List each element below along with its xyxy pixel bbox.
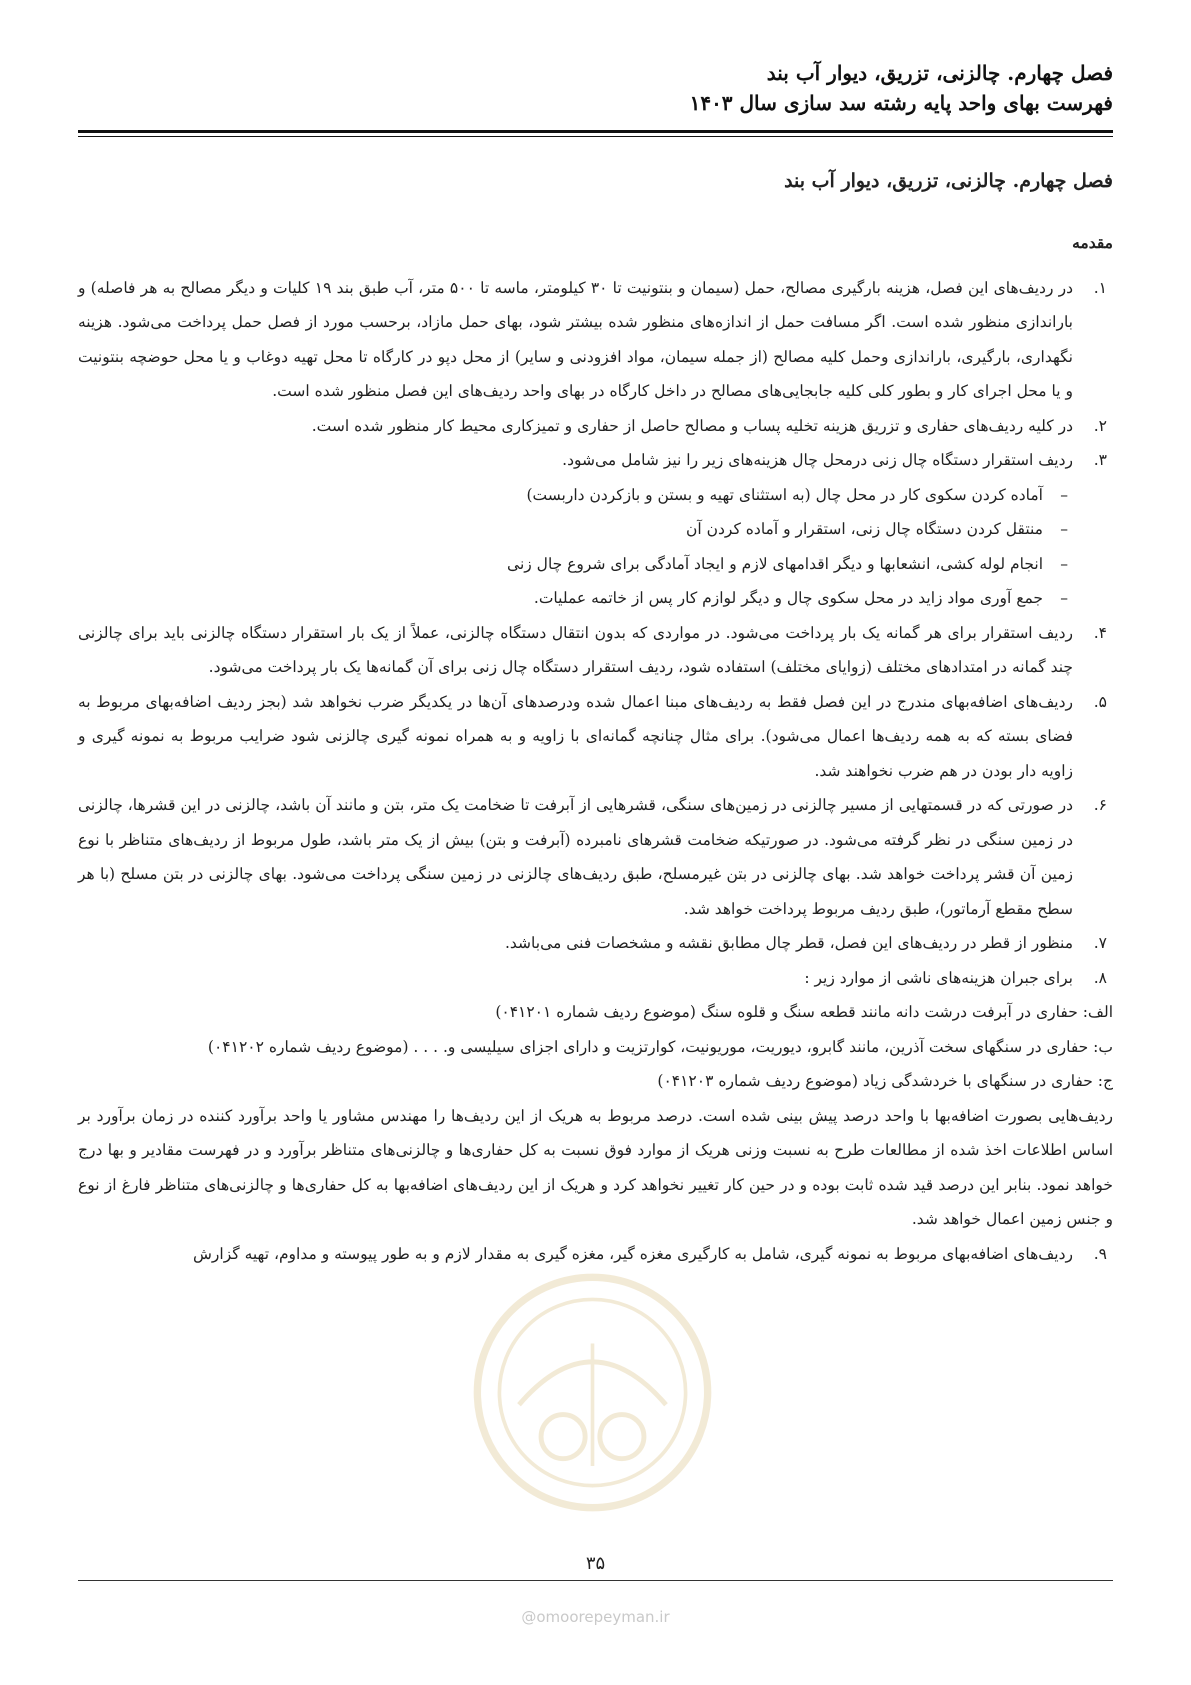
- list-item: [78, 788, 1113, 926]
- header-rule-thin: [78, 136, 1113, 137]
- item-text: ردیف‌های اضافه‌بهای مندرج در این فصل فقط به ردیف‌های مبنا اعمال شده ودرصدهای آن‌ها در یکدیگر ضرب نخواهد شد (بجز ردیف اضافه‌بهای مربوط به فضای بسته که به همه ردیف‌ها اعمال می‌شود). برای مثال چنانچه گمانه‌ای با زاویه و به همراه نمونه گیری چالزنی شود ضرایب مربوط به نمونه گیری و زاویه دار بودن در هم ضرب نخواهند شد.: [78, 692, 1073, 780]
- item-text: در صورتی که در قسمتهایی از مسیر چالزنی در زمین‌های سنگی، قشرهایی از آبرفت تا ضخامت یک متر، بتن و مانند آن باشد، چالزنی در این قشرها، چالزنی در زمین سنگی در نظر گرفته می‌شود. در صورتیکه ضخامت قشرهای نامبرده (آبرفت و بتن) بیش از یک متر باشد، طول مربوط از ردیف‌های متناظر با نوع زمین آن قشر پرداخت خواهد شد. بهای چالزنی در بتن غیرمسلح، طبق ردیف‌های چالزنی در زمین سنگی پرداخت می‌شود. بهای چالزنی در بتن مسلح (با هر سطح مقطع آرماتور)، طبق ردیف مربوط پرداخت خواهد شد.: [78, 796, 1073, 918]
- dash-bullet: –: [1060, 589, 1068, 607]
- list-item: [78, 409, 1113, 444]
- running-header: [78, 58, 1113, 118]
- item-number: ۶.: [1093, 796, 1107, 814]
- watermark-text: @omoorepeyman.ir: [521, 1608, 670, 1626]
- item-number: ۵.: [1093, 692, 1107, 711]
- item-text: ردیف‌های اضافه‌بهای مربوط به نمونه گیری، شامل به کارگیری مغزه گیر، مغزه گیری به مقدار لازم و به طور پیوسته و مداوم، تهیه گزارش: [193, 1244, 1073, 1263]
- item-text: ردیف استقرار برای هر گمانه یک بار پرداخت می‌شود. در مواردی که بدون انتقال دستگاه چالزنی، عملاً از یک بار استقرار دستگاه چالزنی باید برای چالزنی چند گمانه در امتدادهای مختلف (زوایای مختلف) استفاده شود، ردیف استقرار دستگاه چال زنی برای آن گمانه‌ها یک بار پرداخت می‌شود.: [78, 623, 1073, 676]
- dash-item-text: منتقل کردن دستگاه چال زنی، استقرار و آماده کردن آن: [686, 520, 1043, 538]
- sub-item-be: ب: حفاری در سنگهای سخت آذرین، مانند گابرو، دیوریت، موریونیت، کوارتزیت و دارای اجزای سیلیسی و. . . . (موضوع ردیف شماره ۰۴۱۲۰۲): [207, 1037, 1113, 1056]
- list-item: [78, 926, 1113, 961]
- list-item: [78, 961, 1113, 996]
- list-item: [78, 271, 1113, 409]
- dash-list-item: [78, 512, 1113, 547]
- list-item: [78, 443, 1113, 478]
- header-rule-thick: [78, 130, 1113, 133]
- item-text: ردیف استقرار دستگاه چال زنی درمحل چال هزینه‌های زیر را نیز شامل می‌شود.: [562, 451, 1073, 469]
- dash-bullet: –: [1060, 520, 1068, 538]
- list-item: [78, 616, 1113, 685]
- sub-item-alef: الف: حفاری در آبرفت درشت دانه مانند قطعه سنگ و قلوه سنگ (موضوع ردیف شماره ۰۴۱۲۰۱): [495, 1003, 1113, 1021]
- item-number: ۹.: [1093, 1244, 1107, 1263]
- page-footer: [78, 1552, 1113, 1572]
- header-chapter-title: فصل چهارم. چالزنی، تزریق، دیوار آب بند: [766, 61, 1113, 85]
- footer-rule: [78, 1580, 1113, 1581]
- item-number: ۷.: [1093, 934, 1107, 952]
- item-text: در کلیه ردیف‌های حفاری و تزریق هزینه تخلیه پساب و مصالح حاصل از حفاری و تمیزکاری محیط کار منظور شده است.: [311, 416, 1073, 435]
- body-paragraph: ردیف‌هایی بصورت اضافه‌بها با واحد درصد پیش بینی شده است. درصد مربوط به هریک از این ردیف‌ها را مهندس مشاور یا واحد برآورد کننده در زمان برآورد بر اساس اطلاعات اخذ شده از مطالعات طرح به نسبت وزنی هریک از موارد فوق نسبت به کل حفاری‌ها و چالزنی‌های متناظر برآورد و در فهرست مقادیر و بها درج خواهد نمود. بنابر این درصد قید شده ثابت بوده و در حین کار تغییر نخواهد کرد و هریک از این ردیف‌های اضافه‌بها به کل حفاری‌ها و چالزنی‌های متناظر فارغ از نوع و جنس زمین اعمال خواهد شد.: [78, 1106, 1113, 1228]
- dash-list-item: [78, 478, 1113, 513]
- header-price-list-title: فهرست بهای واحد پایه رشته سد سازی سال ۱۴۰۳: [689, 91, 1113, 115]
- publisher-seal-watermark: [470, 1270, 715, 1515]
- item-text: در ردیف‌های این فصل، هزینه بارگیری مصالح، حمل (سیمان و بنتونیت تا ۳۰ کیلومتر، ماسه تا ۵۰۰ متر، آب طبق بند ۱۹ کلیات و دیگر مصالح به هر فاصله) و باراندازی منظور شده است. اگر مسافت حمل از اندازه‌های منظور شده بیشتر شود، بهای حمل مازاد، برحسب مورد از فصل حمل پرداخت می‌شود. هزینه نگهداری، بارگیری، باراندازی وحمل کلیه مصالح (از جمله سیمان، مواد افزودنی و سایر) از محل دپو در کارگاه تا محل تهیه دوغاب و یا محل حوضچه بنتونیت و یا محل اجرای کار و بطور کلی کلیه جابجایی‌های مصالح در داخل کارگاه در بهای واحد ردیف‌های این فصل منظور شده است.: [78, 278, 1074, 400]
- list-item: [78, 1237, 1113, 1272]
- item-number: ۱.: [1093, 278, 1107, 297]
- dash-item-text: آماده کردن سکوی کار در محل چال (به استثنای تهیه و بستن و بازکردن داربست): [526, 485, 1043, 504]
- item-number: ۲.: [1093, 416, 1107, 435]
- item-number: ۳.: [1093, 451, 1107, 469]
- introduction-heading: مقدمه: [1072, 233, 1113, 252]
- main-content: [78, 160, 1113, 1271]
- dash-item-text: انجام لوله کشی، انشعابها و دیگر اقدامهای لازم و ایجاد آمادگی برای شروع چال زنی: [507, 554, 1043, 573]
- sub-item-jim: ج: حفاری در سنگهای با خردشدگی زیاد (موضوع ردیف شماره ۰۴۱۲۰۳): [657, 1072, 1113, 1090]
- dash-item-text: جمع آوری مواد زاید در محل سکوی چال و دیگر لوازم کار پس از خاتمه عملیات.: [533, 589, 1043, 607]
- dash-bullet: –: [1060, 554, 1068, 573]
- dash-bullet: –: [1060, 485, 1068, 504]
- dash-list-item: [78, 547, 1113, 582]
- dash-list-item: [78, 581, 1113, 616]
- list-item: [78, 685, 1113, 789]
- page-number: ۳۵: [585, 1553, 606, 1574]
- chapter-title: فصل چهارم. چالزنی، تزریق، دیوار آب بند: [784, 170, 1113, 192]
- item-text: منظور از قطر در ردیف‌های این فصل، قطر چال مطابق نقشه و مشخصات فنی می‌باشد.: [504, 934, 1073, 952]
- item-text: برای جبران هزینه‌های ناشی از موارد زیر :: [804, 968, 1073, 987]
- item-number: ۴.: [1093, 623, 1107, 642]
- item-number: ۸.: [1093, 968, 1107, 987]
